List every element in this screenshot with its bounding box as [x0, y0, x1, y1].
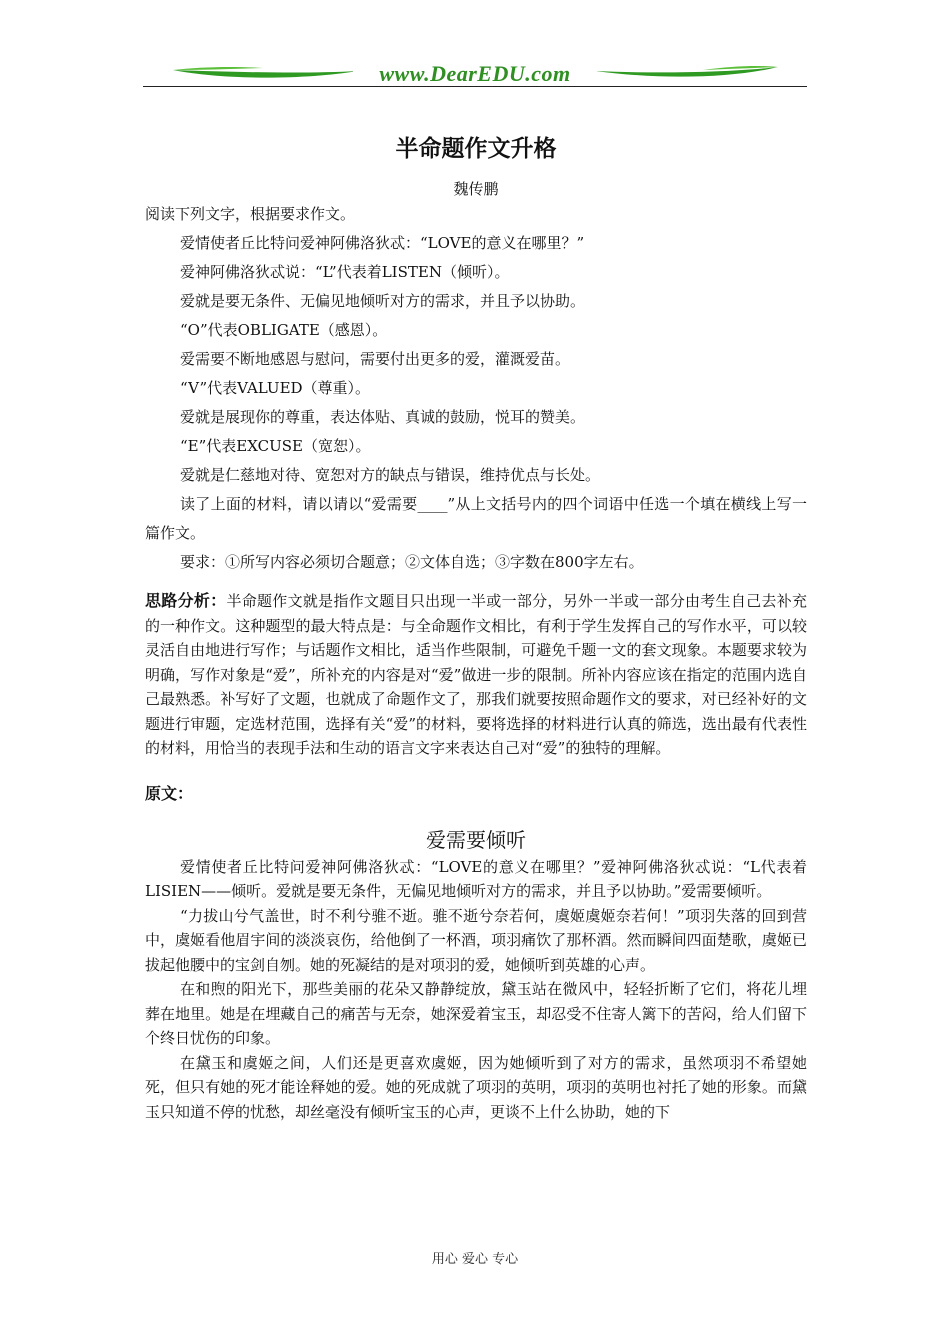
prompt-intro: 阅读下列文字，根据要求作文。: [145, 205, 356, 223]
analysis-label: 思路分析：: [145, 591, 227, 610]
prompt-line: 爱就是要无条件、无偏见地倾听对方的需求，并且予以协助。: [180, 292, 586, 310]
analysis-section: [145, 589, 807, 761]
essay-paragraph: 爱情使者丘比特问爱神阿佛洛狄忒：“LOVE的意义在哪里？”爱神阿佛洛狄忒说：“L代表着LISIEN——倾听。爱就是要无条件，无偏见地倾听对方的需求，并且予以协助。”爱需要倾听。: [145, 857, 807, 900]
analysis-text: 半命题作文就是指作文题目只出现一半或一部分，另外一半或一部分由考生自己去补充的一种作文。这种题型的最大特点是：与全命题作文相比，有利于学生发挥自己的写作水平，可以较灵活自由地进行写作；与话题作文相比，适当作些限制，可避免千题一文的套文现象。本题要求较为明确，写作对象是“爱”，所补充的内容是对“爱”做进一步的限制。所补内容应该在指定的范围内选自己最熟悉。补写好了文题，也就成了命题作文了，那我们就要按照命题作文的要求，对已经补好的文题进行审题，定选材范围，选择有关“爱”的材料，要将选择的材料进行认真的筛选，选出最有代表性的材料，用恰当的表现手法和生动的语言文字来表达自己对“爱”的独特的理解。: [145, 592, 807, 757]
prompt-line: 爱神阿佛洛狄忒说：“L”代表着LISTEN（倾听）。: [180, 263, 510, 281]
prompt-requirement: 要求：①所写内容必须切合题意；②文体自选；③字数在800字左右。: [180, 553, 644, 571]
author: 魏传鹏: [453, 180, 499, 198]
prompt-line: 爱就是展现你的尊重，表达体贴、真诚的鼓励，悦耳的赞美。: [180, 408, 586, 426]
prompt-line: 爱需要不断地感恩与慰问，需要付出更多的爱，灌溉爱苗。: [180, 350, 571, 368]
essay-title: 爱需要倾听: [426, 827, 526, 852]
original-label: 原文：: [145, 783, 194, 803]
prompt-line: “V”代表VALUED（尊重）。: [180, 379, 371, 397]
document-body: [145, 130, 807, 1124]
prompt-line: 爱就是仁慈地对待、宽恕对方的缺点与错误，维持优点与长处。: [180, 466, 601, 484]
prompt-task: 读了上面的材料，请以请以“爱需要____”从上文括号内的四个词语中任选一个填在横线上写一篇作文。: [145, 495, 807, 542]
essay-paragraph: “力拔山兮气盖世，时不利兮骓不逝。骓不逝兮奈若何，虞姬虞姬奈若何！”项羽失落的回到营中，虞姬看他眉宇间的淡淡哀伤，给他倒了一杯酒，项羽痛饮了那杯酒。然而瞬间四面楚歌，虞姬已拔起他腰中的宝剑自刎。她的死凝结的是对项羽的爱，她倾听到英雄的心声。: [145, 906, 807, 974]
prompt-line: 爱情使者丘比特问爱神阿佛洛狄忒：“LOVE的意义在哪里？”: [180, 234, 585, 252]
left-swoosh: [173, 70, 358, 78]
left-swoosh-tail: [173, 67, 263, 70]
essay-body: [145, 855, 807, 1125]
page-footer: 用心 爱心 专心: [431, 1252, 519, 1267]
prompt-line: “O”代表OBLIGATE（感恩）。: [180, 321, 388, 339]
site-header: [143, 58, 807, 90]
essay-paragraph: 在黛玉和虞姬之间，人们还是更喜欢虞姬，因为她倾听到了对方的需求，虽然项羽不希望她死，但只有她的死才能诠释她的爱。她的死成就了项羽的英明，项羽的英明也衬托了她的形象。而黛玉只知道不停的忧愁，却丝毫没有倾听宝玉的心声，更谈不上什么协助，她的下: [145, 1053, 807, 1121]
site-url-logo[interactable]: www.DearEDU.com: [353, 61, 597, 87]
essay-paragraph: 在和煦的阳光下，那些美丽的花朵又静静绽放，黛玉站在微风中，轻轻折断了它们，将花儿埋葬在地里。她是在埋藏自己的痛苦与无奈，她深爱着宝玉，却忍受不住寄人篱下的苦闷，给人们留下个终日忧伤的印象。: [145, 980, 807, 1047]
right-swoosh: [595, 67, 778, 77]
header-divider: [143, 86, 807, 87]
prompt-line: “E”代表EXCUSE（宽恕）。: [180, 437, 371, 455]
page-title: 半命题作文升格: [395, 135, 557, 162]
